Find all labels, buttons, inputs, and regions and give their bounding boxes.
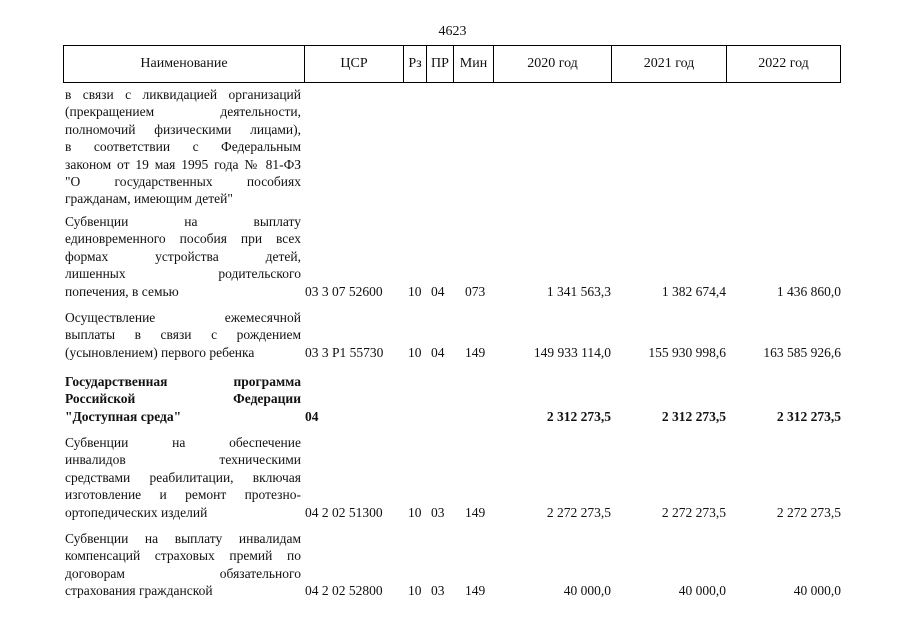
row-name (65, 309, 301, 361)
row-min: 149 (465, 344, 486, 360)
row-name-line: выплаты в связи с рождением (65, 327, 301, 343)
row-min: 149 (465, 504, 486, 520)
row-rz: 10 (408, 504, 422, 520)
row-rz: 10 (408, 283, 422, 299)
row-pr: 03 (431, 504, 445, 520)
table-header (63, 45, 841, 83)
row-value-2020: 1 341 563,3 (546, 283, 611, 299)
row-csr: 04 2 02 51300 (305, 504, 383, 520)
header-pr: ПР (426, 46, 453, 82)
row-name-line: средствами реабилитации, включая (65, 469, 301, 485)
row-name-line: (прекращением деятельности, (65, 104, 301, 120)
row-value-2021: 1 382 674,4 (661, 283, 726, 299)
row-name-line: полномочий физическими лицами), (65, 121, 301, 137)
row-csr: 03 3 07 52600 (305, 283, 383, 299)
row-name (65, 213, 301, 300)
header-2021: 2021 год (611, 46, 726, 82)
row-min: 073 (465, 283, 486, 299)
header-name: Наименование (140, 56, 228, 71)
row-name-line: Субвенции на выплату инвалидам (65, 531, 301, 546)
row-value-2022: 163 585 926,6 (763, 344, 841, 360)
row-value-2022: 2 312 273,5 (776, 408, 841, 424)
row-name-line: формах устройства детей, (65, 248, 301, 264)
row-value-2021: 155 930 998,6 (648, 344, 726, 360)
row-name-line: договорам обязательного (65, 565, 301, 581)
row-rz: 10 (408, 583, 422, 599)
row-csr: 03 3 P1 55730 (305, 344, 384, 360)
row-name-line: "Доступная среда" (65, 408, 182, 424)
row-value-2022: 40 000,0 (793, 583, 841, 599)
row-name-line: лишенных родительского (65, 266, 301, 282)
row-value-2022: 2 272 273,5 (776, 504, 841, 520)
row-pr: 04 (431, 283, 445, 299)
row-name-line: Осуществление ежемесячной (65, 310, 301, 325)
row-name-line: в соответствии с Федеральным (65, 139, 301, 155)
row-value-2020: 2 272 273,5 (546, 504, 611, 520)
row-name-line: Российской Федерации (65, 391, 301, 407)
row-name-line: "О государственных пособиях (65, 173, 301, 189)
row-name (65, 373, 301, 425)
row-name-line: законом от 19 мая 1995 года № 81-ФЗ (65, 156, 301, 172)
row-csr: 04 2 02 52800 (305, 583, 383, 599)
row-name-line: Субвенции на выплату (65, 214, 301, 229)
row-value-2020: 40 000,0 (563, 583, 611, 599)
row-name-line: инвалидов техническими (65, 452, 301, 468)
row-csr: 04 (305, 408, 319, 424)
row-pr: 03 (431, 583, 445, 599)
page-number: 4623 (438, 24, 467, 39)
row-name-line: гражданам, имеющим детей" (65, 191, 233, 207)
row-value-2021: 2 272 273,5 (661, 504, 726, 520)
row-name-line: (усыновлением) первого ребенка (65, 344, 255, 360)
row-pr: 04 (431, 344, 445, 360)
row-name (65, 434, 301, 521)
row-value-2021: 40 000,0 (678, 583, 726, 599)
row-name-line: в связи с ликвидацией организаций (65, 87, 301, 102)
row-name (65, 530, 301, 600)
row-name-line: единовременного пособия при всех (65, 231, 301, 247)
row-name-line: Субвенции на обеспечение (65, 435, 301, 450)
row-value-2020: 149 933 114,0 (533, 344, 611, 360)
row-value-2021: 2 312 273,5 (661, 408, 726, 424)
row-name-line: изготовление и ремонт протезно- (65, 487, 301, 503)
row-name (65, 86, 301, 208)
header-2022: 2022 год (726, 46, 840, 82)
header-min: Мин (453, 46, 493, 82)
header-rz: Рз (403, 46, 426, 82)
row-name-line: компенсаций страховых премий по (65, 548, 301, 564)
row-rz: 10 (408, 344, 422, 360)
row-name-line: страхования гражданской (65, 583, 213, 599)
row-value-2020: 2 312 273,5 (546, 408, 611, 424)
row-value-2022: 1 436 860,0 (776, 283, 841, 299)
row-min: 149 (465, 583, 486, 599)
row-name-line: Государственная программа (65, 374, 301, 389)
header-csr: ЦСР (304, 46, 403, 82)
header-2020: 2020 год (493, 46, 611, 82)
row-name-line: ортопедических изделий (65, 504, 208, 520)
row-name-line: попечения, в семью (65, 283, 179, 299)
